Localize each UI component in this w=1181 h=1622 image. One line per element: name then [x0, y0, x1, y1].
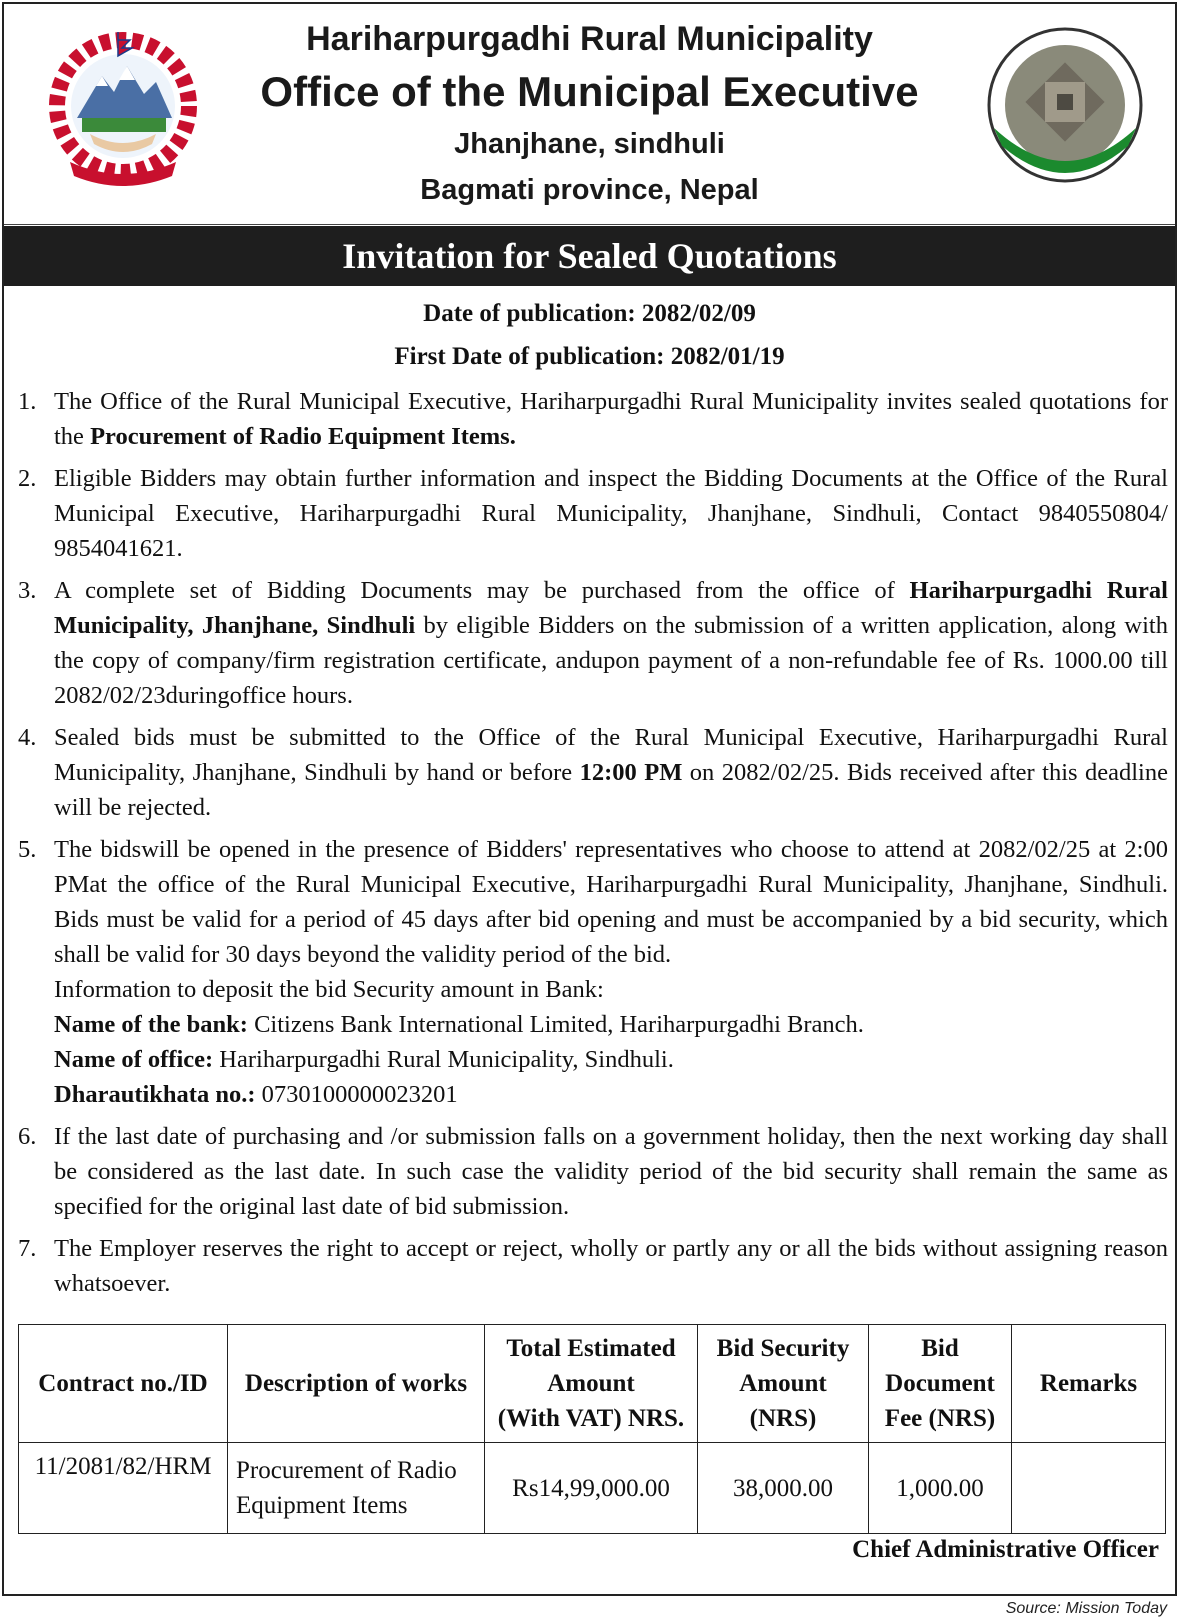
- item-text: Sealed bids must be submitted to the Office of the Rural Municipal Executive, Hariharpurgadhi Rural Municipality, Jhanjhane, Sindhuli by hand or before: [54, 724, 1168, 786]
- list-item: [18, 720, 1168, 825]
- fee-cell: 1,000.00: [869, 1443, 1012, 1534]
- column-header-remarks: Remarks: [1012, 1325, 1166, 1443]
- deadline-time: 12:00 PM: [579, 759, 683, 786]
- publication-date: Date of publication: 2082/02/09: [423, 300, 756, 327]
- column-header-fee: Bid Document Fee (NRS): [869, 1325, 1012, 1443]
- list-item: [18, 1231, 1168, 1301]
- office-location: Jhanjhane, sindhuli: [454, 128, 725, 160]
- description-cell: Procurement of Radio Equipment Items: [228, 1443, 485, 1534]
- amount-cell: Rs14,99,000.00: [485, 1443, 698, 1534]
- office-province: Bagmati province, Nepal: [420, 174, 759, 206]
- bank-info-intro: Information to deposit the bid Security amount in Bank:: [54, 976, 604, 1003]
- account-number-label: Dharautikhata no.:: [54, 1081, 256, 1108]
- bank-name-value: Citizens Bank International Limited, Hariharpurgadhi Branch.: [247, 1011, 864, 1038]
- item-text: by eligible Bidders on the submission of a written application, along with the copy of company/firm registration certificate, andupon payment of a non-refundable fee of Rs. 1000.00 till 2082/02/23duringoffice hours.: [54, 612, 1168, 709]
- item-text: If the last date of purchasing and /or submission falls on a government holiday, then the next working day shall be considered as the last date. In such case the validity period of the bid security shall remain the same as specified for the original last date of bid submission.: [54, 1123, 1168, 1220]
- list-item: [18, 461, 1168, 566]
- column-header-description: Description of works: [228, 1325, 485, 1443]
- bid-details-table: [18, 1324, 1166, 1534]
- notice-items: [18, 384, 1168, 1308]
- item-number: 2.: [18, 465, 37, 492]
- procurement-title: Procurement of Radio Equipment Items.: [90, 423, 516, 450]
- notice-header: [4, 4, 1175, 225]
- item-text: on 2082/02/25. Bids received after this deadline will be rejected.: [54, 759, 1168, 821]
- office-name-label: Name of office:: [54, 1046, 214, 1073]
- signoff-title: Chief Administrative Officer: [852, 1536, 1159, 1563]
- security-cell: 38,000.00: [698, 1443, 869, 1534]
- item-text: The Office of the Rural Municipal Executive, Hariharpurgadhi Rural Municipality invites sealed quotations for the: [54, 388, 1168, 450]
- office-name-value: Hariharpurgadhi Rural Municipality, Sindhuli.: [213, 1046, 674, 1073]
- contract-id-cell: 11/2081/82/HRM: [19, 1443, 228, 1534]
- table-header-row: [19, 1325, 1166, 1443]
- notice-title-banner: Invitation for Sealed Quotations: [4, 226, 1175, 286]
- notice-frame: [2, 2, 1177, 1596]
- item-number: 4.: [18, 724, 37, 751]
- item-text: The bidswill be opened in the presence of Bidders' representatives who choose to attend at 2082/02/25 at 2:00 PMat the office of the Rural Municipal Executive, Hariharpurgadhi Rural Municipality, Jhanjhane, Sindhuli. Bids must be valid for a period of 45 days after bid opening and must be accompanied by a bid security, which shall be valid for 30 days beyond the validity period of the bid.: [54, 836, 1168, 968]
- item-number: 5.: [18, 836, 37, 863]
- list-item: [18, 384, 1168, 454]
- item-text-bold: Hariharpurgadhi Rural Municipality, Jhanjhane, Sindhuli: [54, 577, 1168, 639]
- office-name: Office of the Municipal Executive: [260, 68, 919, 115]
- municipality-seal-icon: [982, 24, 1148, 186]
- column-header-security: Bid Security Amount (NRS): [698, 1325, 869, 1443]
- item-text: The Employer reserves the right to accept or reject, wholly or partly any or all the bids without assigning reason whatsoever.: [54, 1235, 1168, 1297]
- list-item: [18, 1119, 1168, 1224]
- remarks-cell: [1012, 1443, 1166, 1534]
- item-number: 3.: [18, 577, 37, 604]
- source-credit: Source: Mission Today: [1005, 1600, 1167, 1617]
- item-text: Eligible Bidders may obtain further information and inspect the Bidding Documents at the Office of the Rural Municipal Executive, Hariharpurgadhi Rural Municipality, Jhanjhane, Sindhuli, Contact 9840550804/ 9854041621.: [54, 465, 1168, 562]
- item-number: 7.: [18, 1235, 37, 1262]
- bank-name-label: Name of the bank:: [54, 1011, 248, 1038]
- item-number: 6.: [18, 1123, 37, 1150]
- table-row: [19, 1443, 1166, 1534]
- column-header-contract: Contract no./ID: [19, 1325, 228, 1443]
- column-header-amount: Total Estimated Amount (With VAT) NRS.: [485, 1325, 698, 1443]
- first-publication-date: First Date of publication: 2082/01/19: [394, 343, 785, 370]
- municipality-name: Hariharpurgadhi Rural Municipality: [306, 20, 873, 58]
- item-text: A complete set of Bidding Documents may be purchased from the office of: [54, 577, 910, 604]
- item-number: 1.: [18, 388, 37, 415]
- list-item: [18, 573, 1168, 713]
- account-number-value: 0730100000023201: [255, 1081, 458, 1108]
- list-item: [18, 832, 1168, 1112]
